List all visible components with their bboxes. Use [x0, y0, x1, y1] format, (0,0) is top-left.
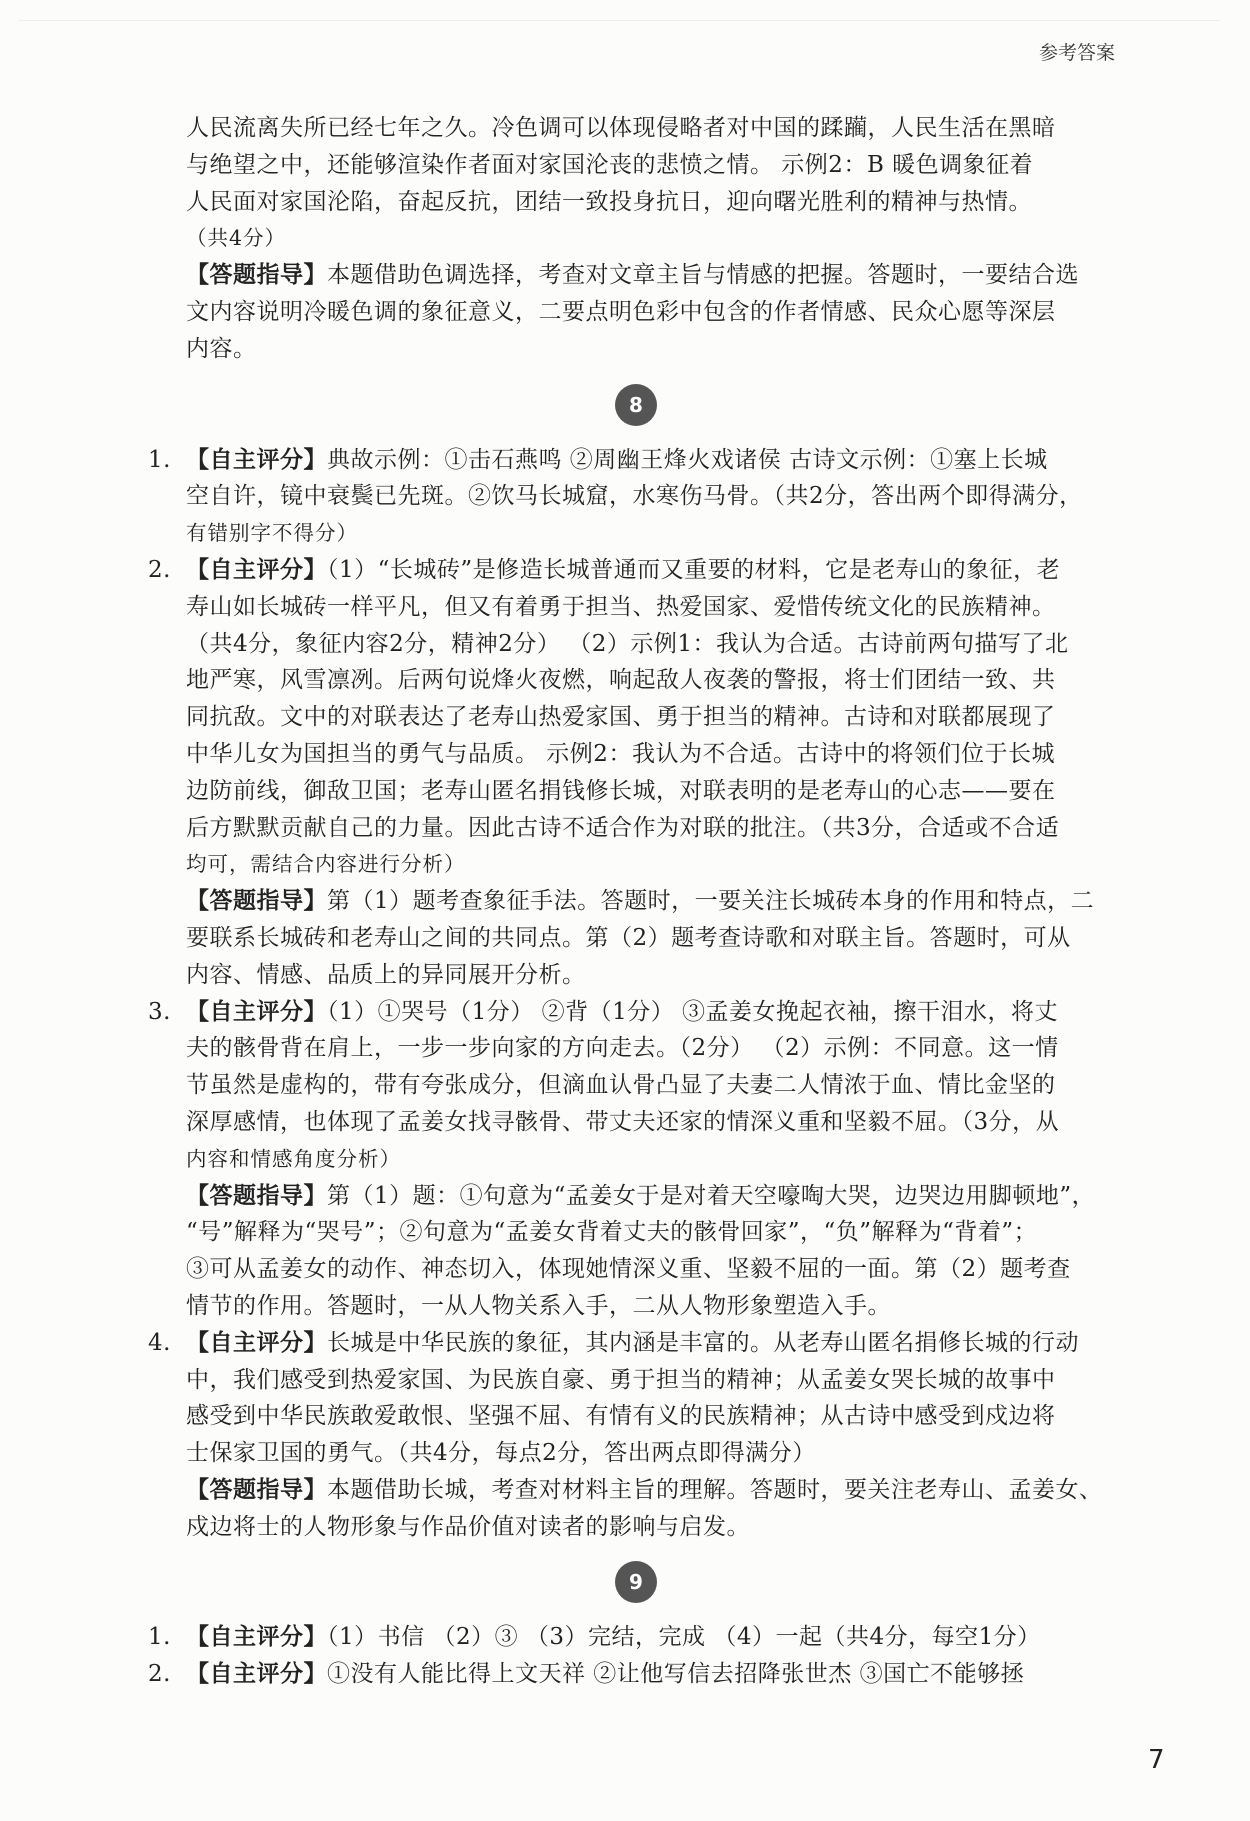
question-1-line: 1. 【自主评分】典故示例：①击石燕鸣 ②周幽王烽火戏诸侯 古诗文示例：①塞上长城 [148, 446, 1048, 473]
running-header: 参考答案 [1038, 42, 1115, 64]
text-line: 与绝望之中，还能够渲染作者面对家国沦丧的悲愤之情。 示例2：B 暖色调象征着 [186, 151, 1034, 178]
guide-line: 【答题指导】本题借助色调选择，考查对文章主旨与情感的把握。答题时，一要结合选 [186, 262, 1079, 289]
text-line: 中华儿女为国担当的勇气与品质。 示例2：我认为不合适。古诗中的将领们位于长城 [186, 740, 1055, 767]
text-line: 夫的骸骨背在肩上，一步一步向家的方向走去。（2分） （2）示例：不同意。这一情 [186, 1035, 1059, 1062]
text-line: 情节的作用。答题时，一从人物关系入手，二从人物形象塑造入手。 [186, 1292, 891, 1319]
text-line: 文内容说明冷暖色调的象征意义，二要点明色彩中包含的作者情感、民众心愿等深层 [186, 298, 1056, 325]
guide-label: 【答题指导】 [186, 262, 327, 289]
score-label: 【自主评分】 [186, 446, 327, 473]
question-2-line: 2. 【自主评分】（1）“长城砖”是修造长城普通而又重要的材料，它是老寿山的象征，老 [148, 556, 1061, 583]
question-3-line: 3. 【自主评分】（1）①哭号（1分） ②背（1分） ③孟姜女挽起衣袖，擦干泪水，将丈 [148, 998, 1059, 1025]
answer-content [148, 110, 1116, 1693]
text-line: （共4分，象征内容2分，精神2分） （2）示例1：我认为合适。古诗前两句描写了北 [186, 630, 1069, 657]
text-line: 中，我们感受到热爱家国、为民族自豪、勇于担当的精神；从孟姜女哭长城的故事中 [186, 1366, 1056, 1393]
score-label: 【自主评分】 [186, 556, 327, 583]
text-line: 要联系长城砖和老寿山之间的共同点。第（2）题考查诗歌和对联主旨。答题时，可从 [186, 924, 1071, 951]
text-line: 深厚感情，也体现了孟姜女找寻骸骨、带丈夫还家的情深义重和坚毅不屈。（3分，从 [186, 1108, 1060, 1135]
guide-label: 【答题指导】 [186, 888, 327, 915]
section-number-badge: 9 [615, 1561, 657, 1603]
guide-line: 【答题指导】第（1）题考查象征手法。答题时，一要关注长城砖本身的作用和特点，二 [186, 888, 1095, 915]
text-line: 内容、情感、品质上的异同展开分析。 [186, 961, 586, 988]
text-line: 戍边将士的人物形象与作品价值对读者的影响与启发。 [186, 1513, 750, 1540]
guide-line: 【答题指导】本题借助长城，考查对材料主旨的理解。答题时，要关注老寿山、孟姜女、 [186, 1476, 1103, 1503]
text-line: ③可从孟姜女的动作、神态切入，体现她情深义重、坚毅不屈的一面。第（2）题考查 [186, 1256, 1071, 1283]
guide-label: 【答题指导】 [186, 1182, 327, 1209]
page-number: 7 [1148, 1745, 1165, 1775]
text-line: 后方默默贡献自己的力量。因此古诗不适合作为对联的批注。（共3分，合适或不合适 [186, 814, 1060, 841]
text-line: （共4分） [186, 226, 287, 251]
text-line: 同抗敌。文中的对联表达了老寿山热爱家国、勇于担当的精神。古诗和对联都展现了 [186, 704, 1056, 731]
question-4-line: 4. 【自主评分】长城是中华民族的象征，其内涵是丰富的。从老寿山匿名捐修长城的行动 [148, 1329, 1079, 1356]
guide-label: 【答题指导】 [186, 1476, 327, 1503]
text-line: 内容。 [186, 335, 257, 362]
section-badge-9 [148, 1545, 1116, 1619]
text-line: 寿山如长城砖一样平凡，但又有着勇于担当、热爱国家、爱惜传统文化的民族精神。 [186, 593, 1056, 620]
score-label: 【自主评分】 [186, 1329, 327, 1356]
text-line: 内容和情感角度分析） [186, 1146, 401, 1171]
text-line: 感受到中华民族敢爱敢恨、坚强不屈、有情有义的民族精神；从古诗中感受到戍边将 [186, 1403, 1056, 1430]
text-line: 人民面对家国沦陷，奋起反抗，团结一致投身抗日，迎向曙光胜利的精神与热情。 [186, 188, 1032, 215]
text-line: 人民流离失所已经七年之久。冷色调可以体现侵略者对中国的蹂躏，人民生活在黑暗 [186, 115, 1056, 141]
score-label: 【自主评分】 [186, 1624, 327, 1651]
section-number-badge: 8 [615, 384, 657, 426]
question-2-line: 2. 【自主评分】①没有人能比得上文天祥 ②让他写信去招降张世杰 ③国亡不能够拯 [148, 1661, 1025, 1688]
question-1-line: 1. 【自主评分】（1）书信 （2）③ （3）完结，完成 （4）一起（共4分，每空1分） [148, 1624, 1041, 1651]
section-badge-8 [148, 368, 1116, 442]
text-line: 有错别字不得分） [186, 521, 358, 546]
text-line: 地严寒，风雪凛冽。后两句说烽火夜燃，响起敌人夜袭的警报，将士们团结一致、共 [186, 667, 1056, 694]
score-label: 【自主评分】 [186, 998, 327, 1025]
text-line: 士保家卫国的勇气。（共4分，每点2分，答出两点即得满分） [186, 1440, 816, 1467]
score-label: 【自主评分】 [186, 1661, 327, 1688]
header-rule [18, 20, 1220, 21]
text-line: 均可，需结合内容进行分析） [186, 852, 466, 877]
text-line: 节虽然是虚构的，带有夸张成分，但滴血认骨凸显了夫妻二人情浓于血、情比金坚的 [186, 1072, 1056, 1099]
guide-line: 【答题指导】第（1）题：①句意为“孟姜女于是对着天空嚎啕大哭，边哭边用脚顿地”， [186, 1182, 1096, 1209]
text-line: “号”解释为“哭号”；②句意为“孟姜女背着丈夫的骸骨回家”，“负”解释为“背着”； [186, 1219, 1038, 1246]
text-line: 边防前线，御敌卫国；老寿山匿名捐钱修长城，对联表明的是老寿山的心志——要在 [186, 777, 1056, 804]
text-line: 空自许，镜中衰鬓已先斑。②饮马长城窟，水寒伤马骨。（共2分，答出两个即得满分， [186, 483, 1083, 510]
